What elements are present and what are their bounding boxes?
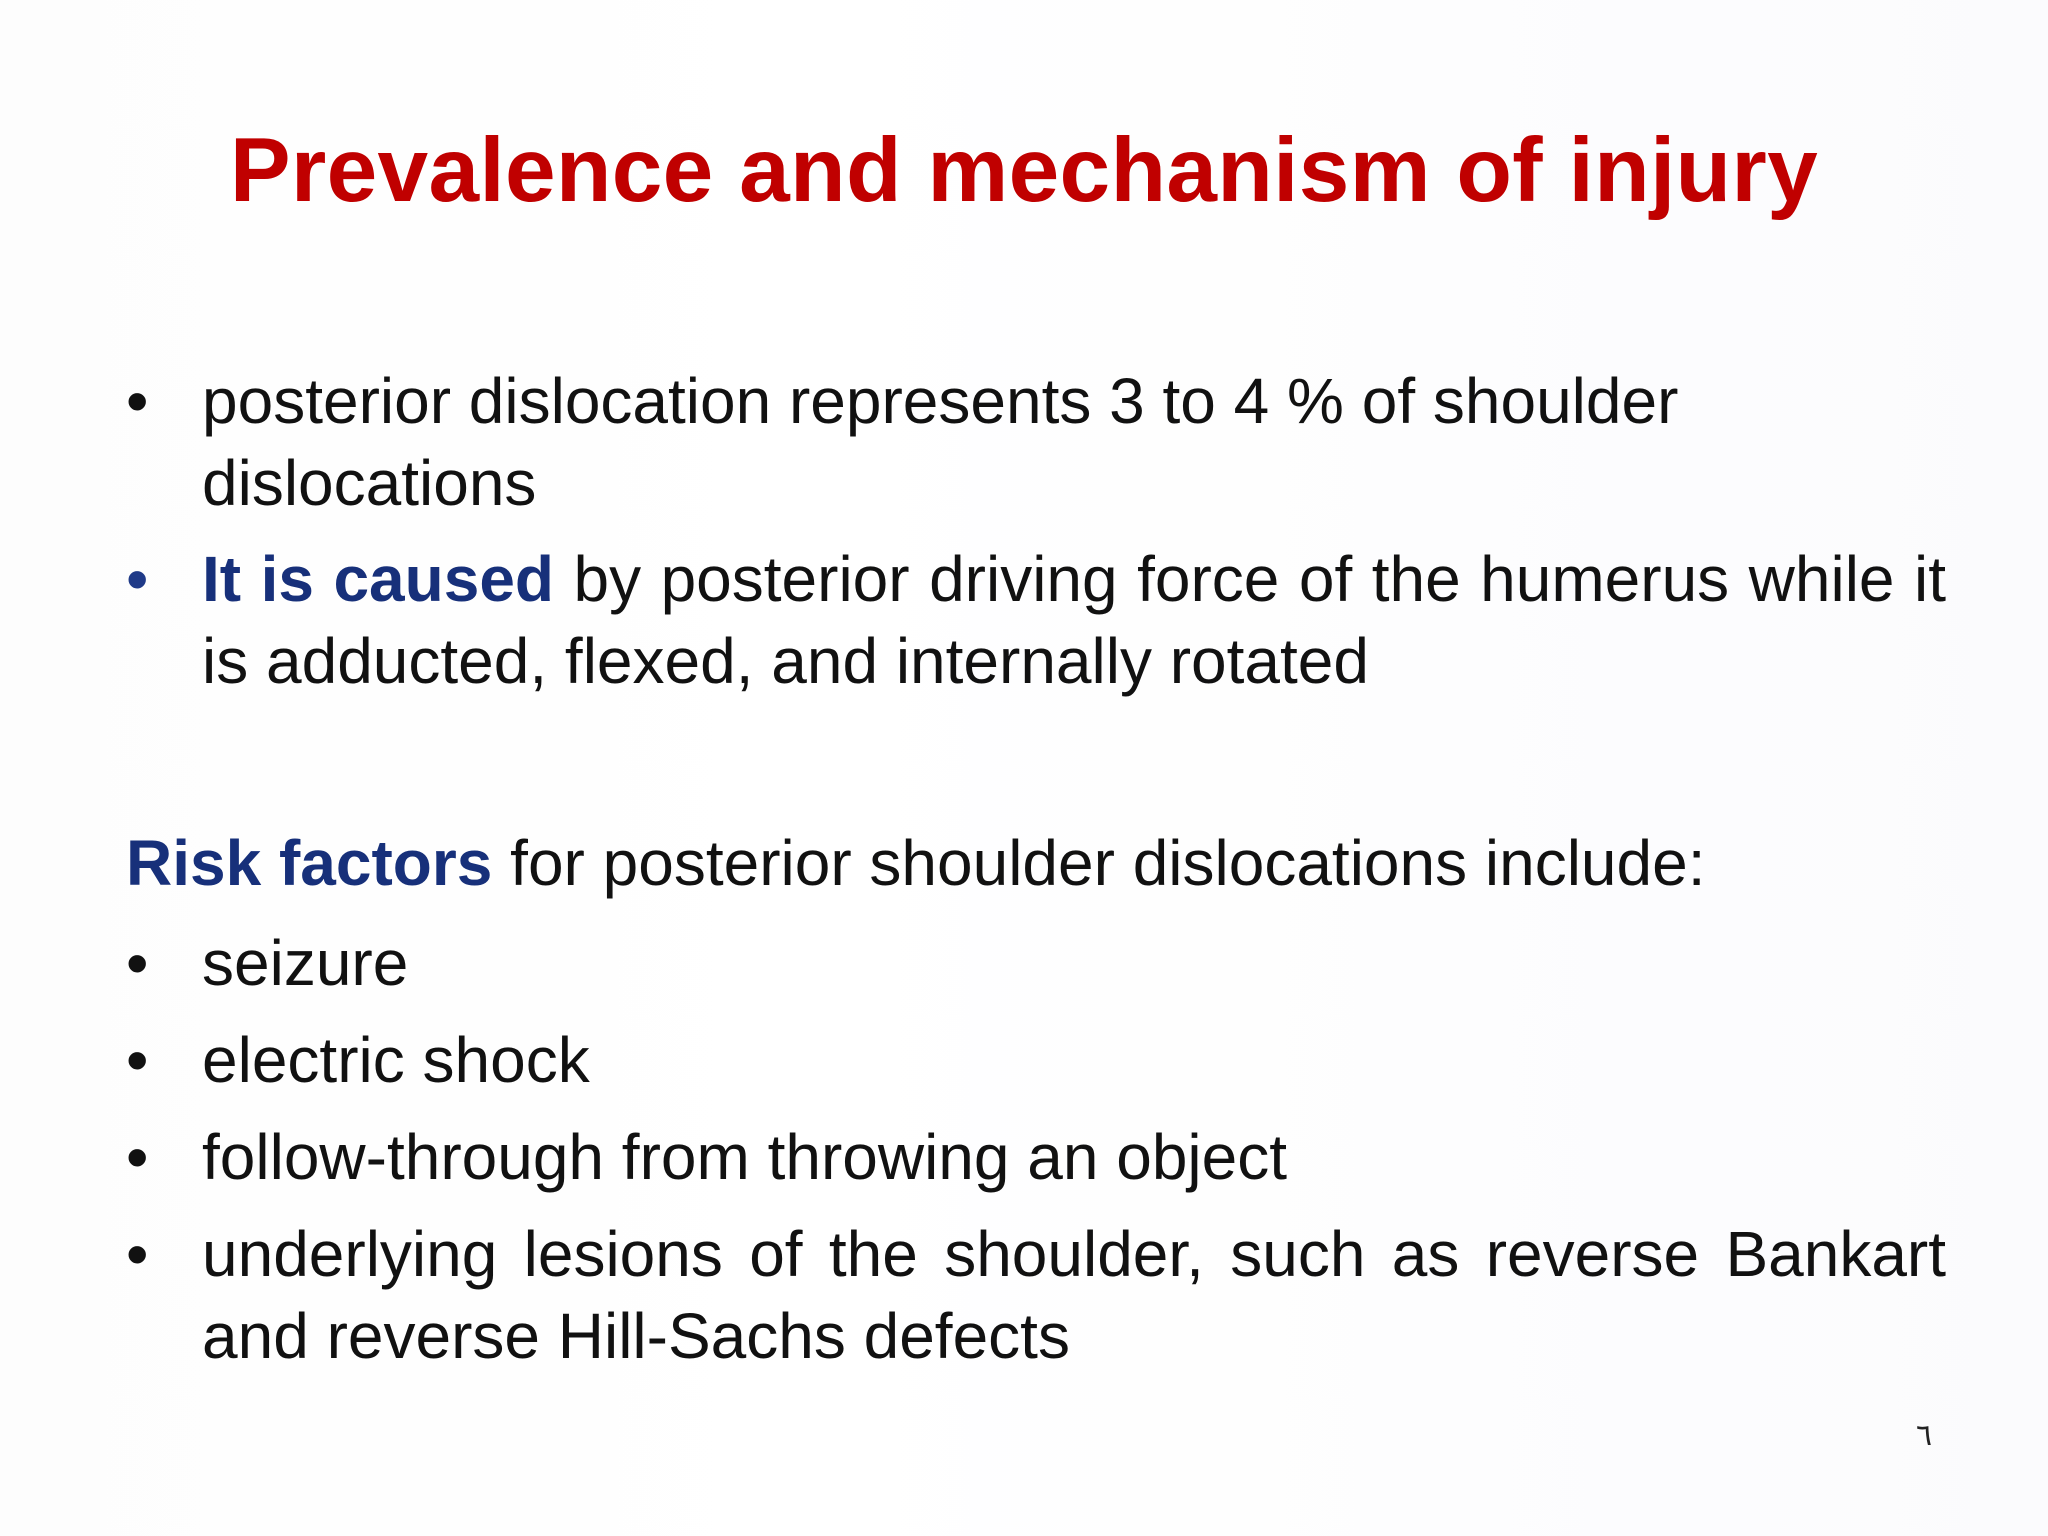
risk-item-text: seizure <box>202 927 409 999</box>
risk-item-underlying-lesions <box>126 1213 1946 1377</box>
risk-item-text: electric shock <box>202 1024 590 1096</box>
bullet-bold-lead: It is caused <box>202 543 555 615</box>
risk-item-text: underlying lesions of the shoulder, such as reverse Bankart and reverse Hill-Sachs defects <box>202 1218 1946 1372</box>
risk-factors-list <box>126 922 1946 1392</box>
bullet-icon: • <box>126 1024 149 1096</box>
risk-factors-heading-rest: for posterior shoulder dislocations include: <box>492 827 1706 899</box>
risk-factors-heading-bold: Risk factors <box>126 827 493 899</box>
intro-bullet-list <box>126 360 1946 702</box>
slide-number: ٦ <box>1916 1418 1933 1453</box>
risk-item-electric-shock <box>126 1019 1946 1101</box>
bullet-icon: • <box>126 1121 149 1193</box>
bullet-icon: • <box>126 927 149 999</box>
bullet-item-prevalence <box>126 360 1946 524</box>
slide-title: Prevalence and mechanism of injury <box>229 120 1819 221</box>
bullet-icon: • <box>126 543 149 615</box>
risk-item-seizure <box>126 922 1946 1004</box>
bullet-text: by posterior driving force of the humerus while it is adducted, flexed, and internally rotated <box>202 543 1947 697</box>
risk-factors-heading <box>126 822 1705 904</box>
risk-item-throwing <box>126 1116 1946 1198</box>
bullet-icon: • <box>126 1218 149 1290</box>
risk-item-text: follow-through from throwing an object <box>202 1121 1287 1193</box>
bullet-text: posterior dislocation represents 3 to 4 % of shoulder dislocations <box>202 365 1679 519</box>
bullet-icon: • <box>126 365 149 437</box>
bullet-item-mechanism <box>126 538 1946 702</box>
